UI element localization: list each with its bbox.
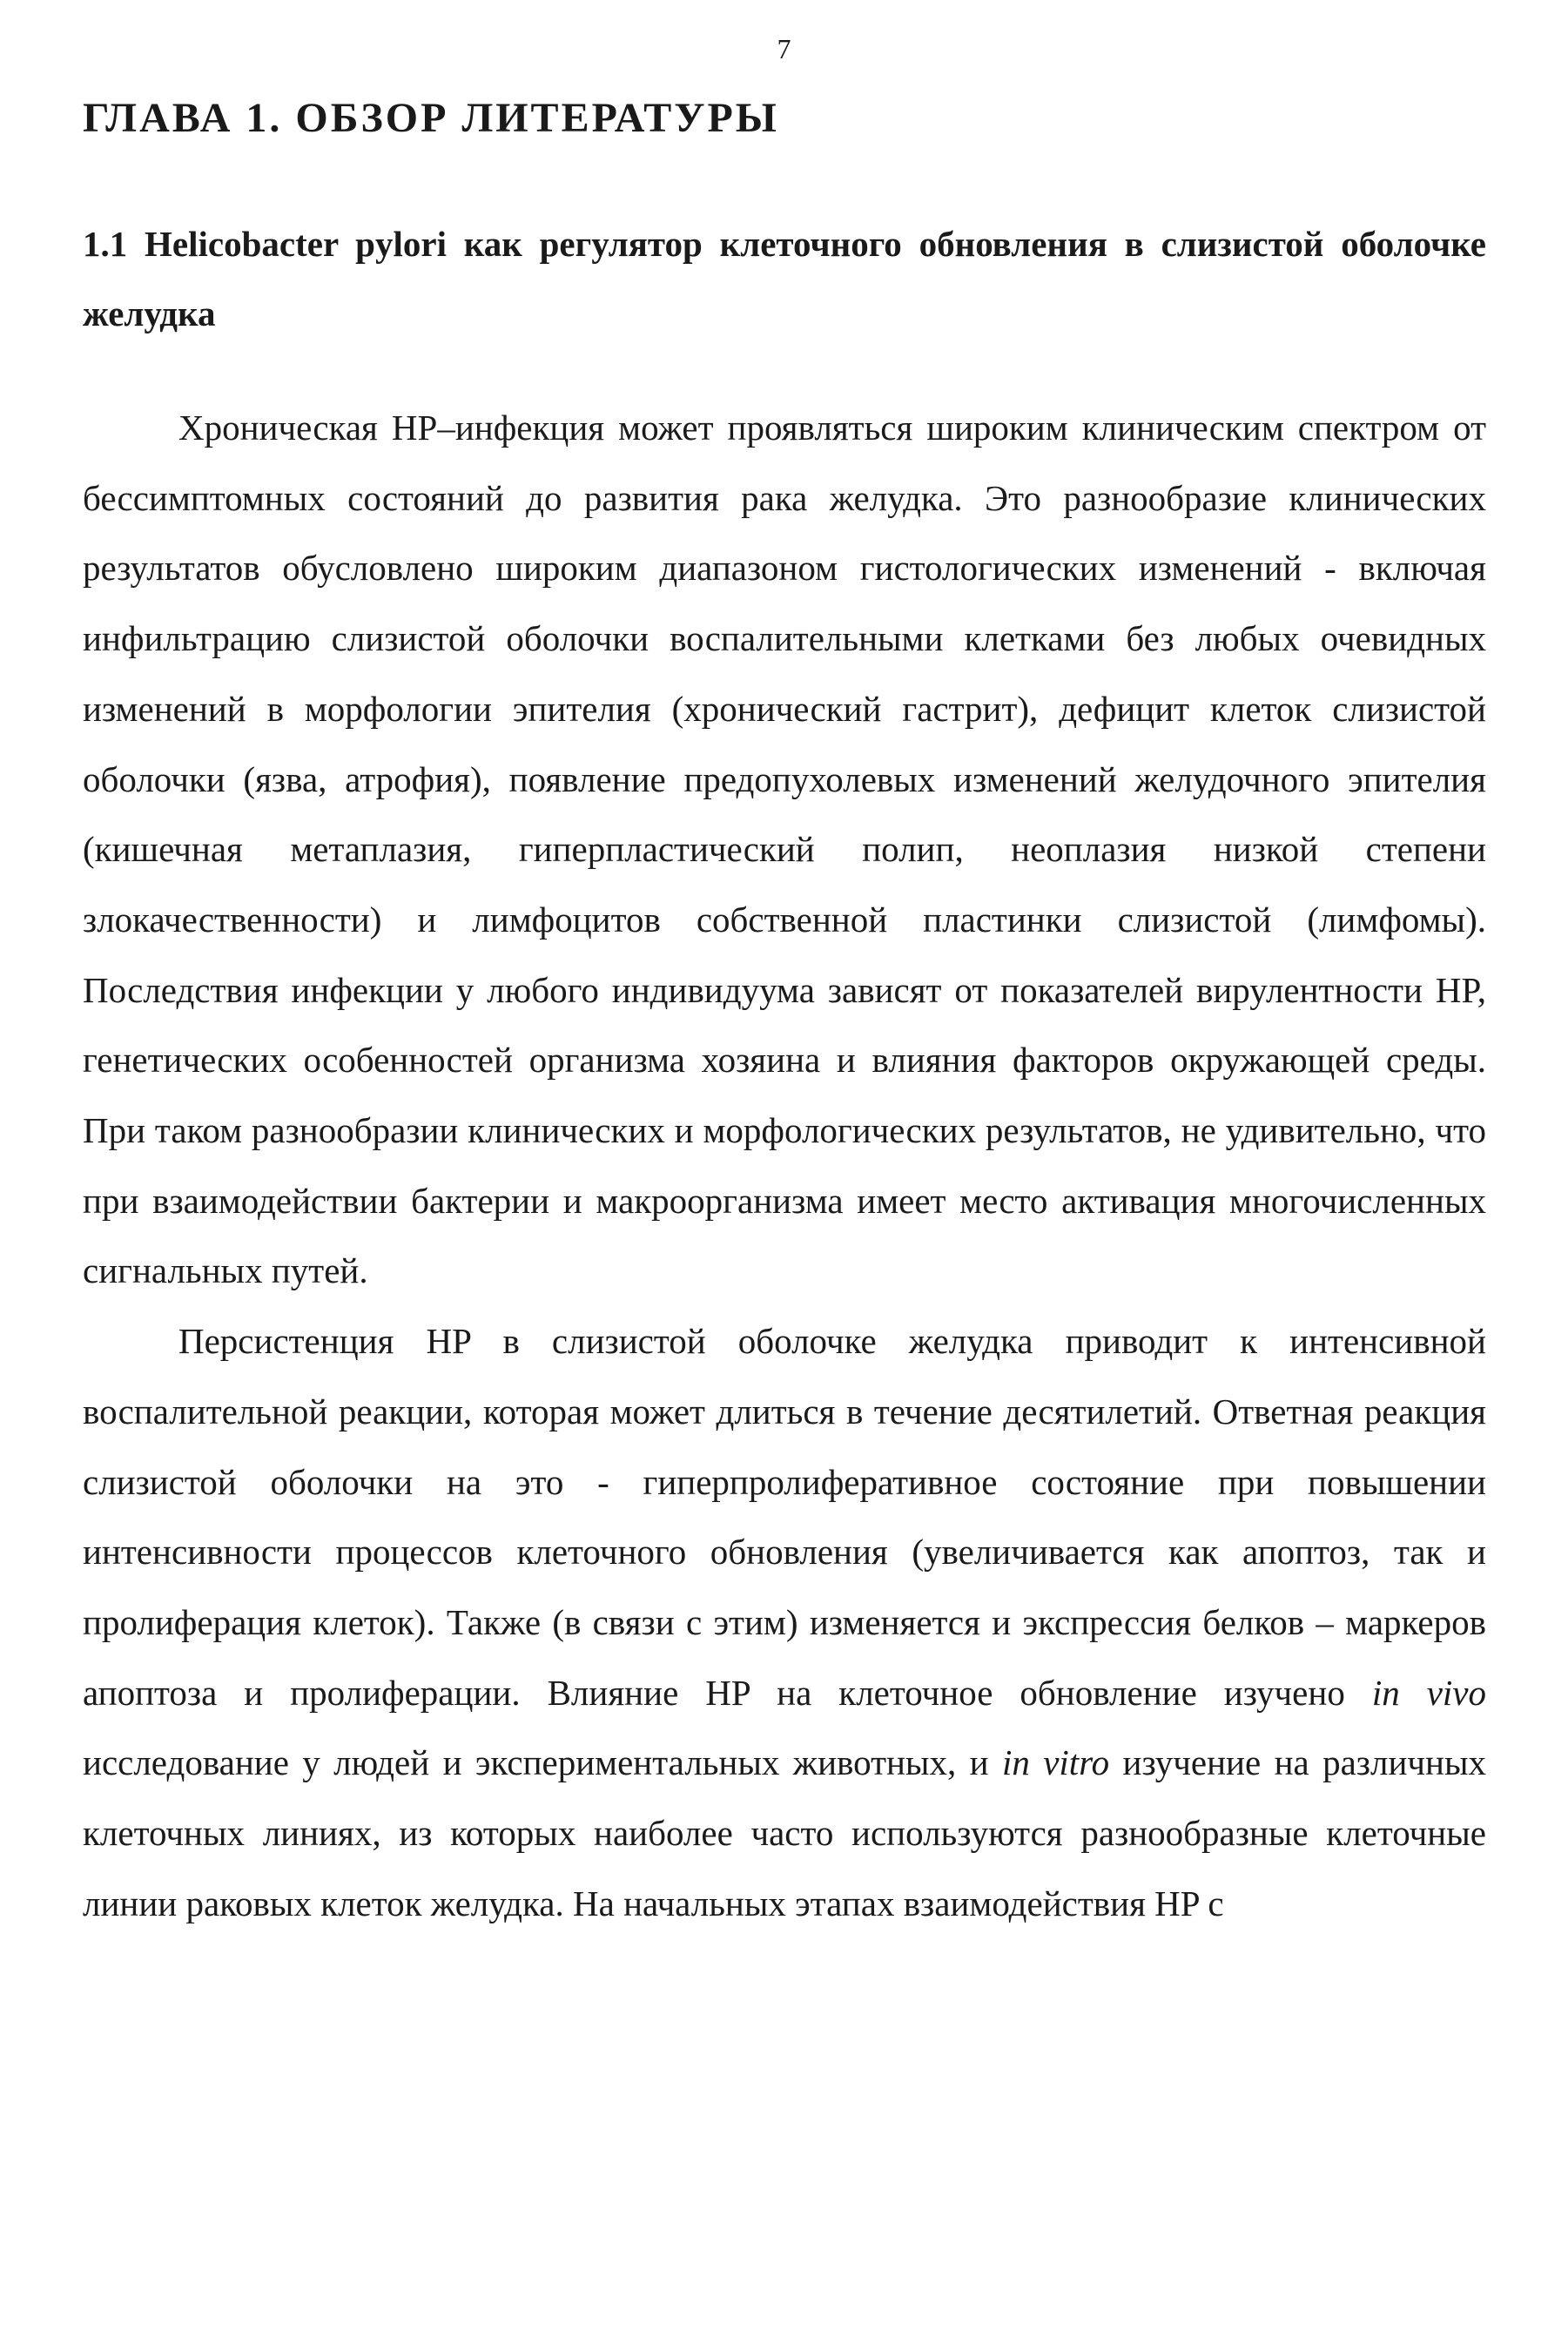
document-body [83, 87, 1486, 1938]
paragraph-persistence-text-1: Персистенция HP в слизистой оболочке желудка приводит к интенсивной воспалительной реакции, которая может длиться в течение десятилетий. Ответная реакция слизистой оболочки на это - гиперпролиферативное состояние при повышении интенсивности процессов клеточного обновления (увеличивается как апоптоз, так и пролиферация клеток). Также (в связи с этим) изменяется и экспрессия белков – маркеров апоптоза и пролиферации. Влияние HP на клеточное обновление изучено [83, 1321, 1486, 1713]
paragraph-persistence [83, 1306, 1486, 1938]
paragraph-persistence-text-3: изучение на различных клеточных линиях, из которых наиболее часто используются разнообразные клеточные линии раковых клеток желудка. На начальных этапах взаимодействия HP с [83, 1742, 1487, 1923]
paragraph-chronic-infection: Хроническая HP–инфекция может проявляться широким клиническим спектром от бессимптомных состояний до развития рака желудка. Это разнообразие клинических результатов обусловлено широким диапазоном гистологических изменений - включая инфильтрацию слизистой оболочки воспалительными клетками без любых очевидных изменений в морфологии эпителия (хронический гастрит), дефицит клеток слизистой оболочки (язва, атрофия), появление предопухолевых изменений желудочного эпителия (кишечная метаплазия, гиперпластический полип, неоплазия низкой степени злокачественности) и лимфоцитов собственной пластинки слизистой (лимфомы). Последствия инфекции у любого индивидуума зависят от показателей вирулентности HP, генетических особенностей организма хозяина и влияния факторов окружающей среды. При таком разнообразии клинических и морфологических результатов, не удивительно, что при взаимодействии бактерии и макроорганизма имеет место активация многочисленных сигнальных путей. [83, 408, 1486, 1291]
in-vitro-term: in vitro [1001, 1742, 1110, 1783]
in-vivo-term: in vivo [1371, 1672, 1486, 1713]
paragraph-persistence-text-2: исследование у людей и экспериментальных животных, и [83, 1742, 1002, 1783]
page-number: 7 [777, 33, 791, 64]
section-heading: 1.1 Helicobacter pylori как регулятор клеточного обновления в слизистой оболочке желудка [83, 224, 1486, 333]
chapter-heading: ГЛАВА 1. ОБЗОР ЛИТЕРАТУРЫ [83, 95, 779, 141]
